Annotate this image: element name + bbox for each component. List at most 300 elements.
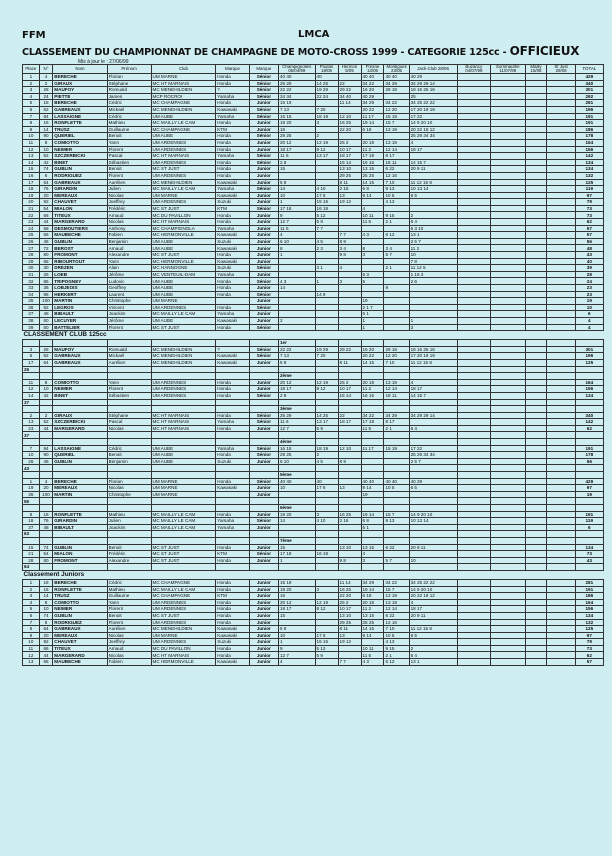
table-cell <box>491 186 525 193</box>
table-cell: Junior <box>249 298 278 305</box>
table-cell: GUBLIN <box>53 166 107 173</box>
table-row <box>23 311 604 318</box>
table-cell: 8 <box>39 379 53 386</box>
table-cell <box>53 366 107 373</box>
table-cell: 39 <box>23 324 40 331</box>
table-cell <box>315 498 338 505</box>
table-cell <box>338 258 361 265</box>
table-cell: 18 11 <box>384 392 409 399</box>
table-cell <box>151 406 216 413</box>
table-cell: 29 25 <box>338 619 361 626</box>
table-cell <box>384 271 409 278</box>
table-cell <box>525 392 547 399</box>
table-cell: 16 16 <box>361 392 384 399</box>
table-cell <box>409 619 457 626</box>
table-cell: 19 <box>361 298 384 305</box>
table-cell: LASSAIGNE <box>53 113 107 120</box>
table-cell: Honda <box>216 544 249 551</box>
table-cell: KTM <box>216 126 249 133</box>
table-row <box>23 139 604 146</box>
table-row <box>23 225 604 232</box>
table-row <box>23 612 604 619</box>
table-cell: 2 16 <box>338 186 361 193</box>
table-cell <box>338 478 361 485</box>
table-cell: Pascal <box>107 153 151 160</box>
table-cell <box>457 472 490 479</box>
table-cell: 76 <box>39 186 53 193</box>
table-cell: 16 20 <box>361 87 384 94</box>
table-cell <box>39 498 53 505</box>
table-row <box>23 80 604 87</box>
table-cell <box>53 564 107 571</box>
table-cell: 4 3 <box>361 232 384 239</box>
table-cell <box>575 537 603 544</box>
table-cell <box>457 93 490 100</box>
table-cell <box>457 225 490 232</box>
table-cell: 16 <box>39 586 53 593</box>
table-cell: 10 <box>409 557 457 564</box>
table-cell: NEIMER <box>53 146 107 153</box>
table-cell <box>491 265 525 272</box>
table-cell: 29 25 <box>278 133 315 140</box>
table-cell <box>361 199 384 206</box>
table-cell: Honda <box>216 579 249 586</box>
table-row <box>23 166 604 173</box>
table-cell <box>384 205 409 212</box>
federation-label: FFM <box>22 30 46 41</box>
table-cell: 8 <box>39 139 53 146</box>
table-cell: 54 <box>39 205 53 212</box>
table-cell <box>457 412 490 419</box>
table-cell: 6 18 <box>361 593 384 600</box>
table-cell: 35 <box>23 491 40 498</box>
table-cell <box>23 505 40 512</box>
table-cell <box>338 645 361 652</box>
table-cell <box>457 212 490 219</box>
table-cell <box>547 564 575 571</box>
table-cell: MAUBECHE <box>53 232 107 239</box>
table-cell <box>338 524 361 531</box>
table-cell: MC MAILLY LE CAM <box>151 186 216 193</box>
table-cell <box>547 172 575 179</box>
table-cell: UM ARDENNES <box>151 139 216 146</box>
table-cell: 17 22 <box>409 113 457 120</box>
table-cell <box>525 258 547 265</box>
table-row <box>23 271 604 278</box>
table-cell <box>107 537 151 544</box>
table-cell <box>457 564 490 571</box>
table-cell <box>216 491 249 498</box>
table-cell <box>547 265 575 272</box>
table-cell <box>525 172 547 179</box>
table-cell: 12 7 <box>278 219 315 226</box>
table-cell: MC HT MARNAIS <box>151 219 216 226</box>
table-cell: 9 15 <box>384 645 409 652</box>
table-cell: 301 <box>575 87 603 94</box>
table-cell: 3 <box>315 511 338 518</box>
table-cell <box>107 472 151 479</box>
table-cell <box>525 557 547 564</box>
table-cell: Junior <box>249 524 278 531</box>
table-cell: 1 <box>23 478 40 485</box>
table-cell <box>547 252 575 259</box>
table-cell <box>491 340 525 347</box>
table-cell <box>338 219 361 226</box>
table-cell: Sénior <box>249 324 278 331</box>
table-cell <box>107 399 151 406</box>
table-cell <box>278 564 315 571</box>
table-cell: 18 <box>23 186 40 193</box>
table-cell <box>107 498 151 505</box>
table-cell <box>491 271 525 278</box>
table-row <box>23 599 604 606</box>
table-cell <box>457 106 490 113</box>
table-cell: Nicolas <box>107 632 151 639</box>
table-cell: 40 <box>315 74 338 81</box>
table-cell: Junior <box>249 386 278 393</box>
table-cell: Junior <box>249 245 278 252</box>
table-cell: 3 <box>338 278 361 285</box>
club-rank-row <box>23 406 604 413</box>
table-cell: 3 <box>409 324 457 331</box>
table-cell: 3 4 <box>384 245 409 252</box>
table-cell: Mathieu <box>107 511 151 518</box>
table-cell: Julien <box>107 518 151 525</box>
table-cell <box>525 291 547 298</box>
table-cell <box>525 626 547 633</box>
table-cell <box>338 406 361 413</box>
table-cell: 12 <box>23 386 40 393</box>
table-cell <box>547 557 575 564</box>
table-cell <box>409 172 457 179</box>
table-row <box>23 205 604 212</box>
table-cell: 4 <box>361 205 384 212</box>
table-cell: Junior <box>249 166 278 173</box>
table-cell: 60 <box>39 317 53 324</box>
table-cell: Honda <box>216 133 249 140</box>
table-cell: 18 19 <box>315 445 338 452</box>
table-cell: 18 17 <box>409 146 457 153</box>
table-cell <box>575 366 603 373</box>
table-cell <box>39 531 53 538</box>
table-cell <box>547 439 575 446</box>
table-cell <box>525 537 547 544</box>
table-cell: Junior <box>249 379 278 386</box>
table-cell: 34 22 <box>361 80 384 87</box>
table-cell: 6 22 <box>384 612 409 619</box>
table-cell <box>525 652 547 659</box>
table-cell <box>315 579 338 586</box>
table-cell: 74 <box>39 612 53 619</box>
table-cell <box>338 652 361 659</box>
table-cell: 80 <box>39 252 53 259</box>
table-cell: 2 <box>23 586 40 593</box>
table-cell <box>409 285 457 292</box>
table-cell <box>39 340 53 347</box>
table-cell <box>525 419 547 426</box>
table-cell: 12 <box>23 652 40 659</box>
table-cell <box>457 531 490 538</box>
table-cell: 13 10 <box>338 612 361 619</box>
table-cell: 134 <box>575 612 603 619</box>
table-row <box>23 232 604 239</box>
table-cell <box>525 219 547 226</box>
table-cell <box>525 278 547 285</box>
table-cell <box>491 232 525 239</box>
column-header: N° <box>39 65 53 74</box>
table-cell: MC MENEHILDIEN <box>151 353 216 360</box>
table-cell: UM ARDENNES <box>151 639 216 646</box>
table-cell <box>107 340 151 347</box>
table-cell: 12 16 <box>384 619 409 626</box>
table-cell: MC MENEHILDIEN <box>151 87 216 94</box>
table-cell <box>525 373 547 380</box>
table-cell: Sénior <box>249 452 278 459</box>
table-cell: Joackim <box>107 524 151 531</box>
table-cell <box>338 465 361 472</box>
table-cell: 156 <box>575 386 603 393</box>
table-row <box>23 252 604 259</box>
table-row <box>23 87 604 94</box>
table-cell <box>338 551 361 558</box>
table-cell <box>338 452 361 459</box>
table-cell <box>547 258 575 265</box>
table-cell <box>249 472 278 479</box>
table-cell: 35 <box>23 298 40 305</box>
table-cell: 7 8 <box>409 258 457 265</box>
table-cell: 10 <box>39 146 53 153</box>
table-cell: Honda <box>216 412 249 419</box>
table-cell <box>315 619 338 626</box>
table-cell <box>338 285 361 292</box>
table-cell <box>525 106 547 113</box>
table-cell <box>151 340 216 347</box>
table-cell: 16 15 <box>278 113 315 120</box>
table-cell: 13 17 <box>315 419 338 426</box>
table-cell: Honda <box>216 166 249 173</box>
table-cell <box>457 626 490 633</box>
table-cell: 22 20 <box>338 593 361 600</box>
table-cell <box>384 399 409 406</box>
table-row <box>23 639 604 646</box>
table-cell: 97 <box>575 192 603 199</box>
table-cell <box>409 406 457 413</box>
table-cell <box>457 298 490 305</box>
table-cell <box>525 498 547 505</box>
table-cell: Fabien <box>107 232 151 239</box>
table-row <box>23 159 604 166</box>
table-cell: 13 15 <box>361 544 384 551</box>
table-cell: Romuald <box>107 87 151 94</box>
table-cell <box>525 386 547 393</box>
table-cell: 4 <box>409 139 457 146</box>
table-cell: Honda <box>216 379 249 386</box>
table-cell: Benoit <box>107 544 151 551</box>
table-cell: 48 <box>39 524 53 531</box>
table-cell <box>23 472 40 479</box>
table-cell: 191 <box>575 120 603 127</box>
table-cell: 22 20 <box>338 126 361 133</box>
table-cell: 24 <box>575 278 603 285</box>
table-row <box>23 317 604 324</box>
table-cell: 11 5 <box>361 425 384 432</box>
table-cell <box>384 432 409 439</box>
table-cell <box>547 531 575 538</box>
table-cell <box>457 271 490 278</box>
table-cell <box>457 133 490 140</box>
table-cell <box>491 93 525 100</box>
table-cell: 21 <box>23 205 40 212</box>
table-cell <box>338 324 361 331</box>
table-cell <box>39 439 53 446</box>
table-cell: 11 2 <box>361 386 384 393</box>
table-cell: 6 4 <box>409 219 457 226</box>
table-cell: 12 16 <box>384 172 409 179</box>
table-row <box>23 359 604 366</box>
table-cell <box>315 373 338 380</box>
table-cell <box>575 373 603 380</box>
table-cell: MC MENEHILDIEN <box>151 179 216 186</box>
table-cell <box>547 366 575 373</box>
table-cell: Julien <box>107 186 151 193</box>
table-cell: Junior <box>249 139 278 146</box>
table-cell: Mickaël <box>107 353 151 360</box>
table-cell: TITEUX <box>53 645 107 652</box>
table-cell <box>409 472 457 479</box>
table-cell <box>457 278 490 285</box>
table-cell: 28 <box>23 252 40 259</box>
table-cell: CHAUVET <box>53 199 107 206</box>
table-cell: Junior <box>249 285 278 292</box>
table-cell <box>409 340 457 347</box>
table-cell: Fabien <box>107 659 151 666</box>
table-cell: MC CHAMPAGNE <box>151 126 216 133</box>
table-cell <box>547 432 575 439</box>
table-cell: 34 29 <box>361 100 384 107</box>
table-cell: MARTIN <box>53 491 107 498</box>
table-cell: 17 6 <box>315 632 338 639</box>
table-cell <box>278 265 315 272</box>
table-cell: 18 17 <box>409 386 457 393</box>
table-cell <box>491 252 525 259</box>
table-cell: 10 17 <box>338 386 361 393</box>
table-cell <box>525 379 547 386</box>
table-cell: Benjamin <box>107 238 151 245</box>
club-total-row <box>23 432 604 439</box>
table-cell: 14 <box>39 593 53 600</box>
table-cell: 6 <box>23 106 40 113</box>
table-cell: Jérôme <box>107 271 151 278</box>
table-cell <box>491 74 525 81</box>
table-cell: 6 22 <box>384 544 409 551</box>
table-cell: 5 9 <box>315 219 338 226</box>
table-cell: UM MARNE <box>151 485 216 492</box>
table-cell: 2 1 <box>384 265 409 272</box>
table-cell <box>547 659 575 666</box>
table-cell: MAUBECHE <box>53 659 107 666</box>
table-cell: 18 19 <box>315 113 338 120</box>
table-cell: 9 8 <box>338 252 361 259</box>
table-cell: 7 <box>23 113 40 120</box>
table-cell: Alexandre <box>107 252 151 259</box>
table-cell <box>409 205 457 212</box>
table-row <box>23 179 604 186</box>
table-cell: Yann <box>107 258 151 265</box>
table-cell <box>547 186 575 193</box>
table-cell: 132 <box>575 619 603 626</box>
table-cell <box>547 80 575 87</box>
table-row <box>23 659 604 666</box>
table-cell: 19 29 <box>315 87 338 94</box>
table-cell: MARGERARD <box>53 652 107 659</box>
table-cell <box>525 399 547 406</box>
table-cell: Yann <box>107 599 151 606</box>
table-cell <box>249 373 278 380</box>
table-cell: 9 <box>384 285 409 292</box>
table-cell: 2 <box>409 645 457 652</box>
table-cell <box>384 291 409 298</box>
table-cell: 72 <box>39 245 53 252</box>
table-cell <box>547 419 575 426</box>
table-cell <box>361 399 384 406</box>
table-cell <box>457 498 490 505</box>
table-row <box>23 551 604 558</box>
table-row <box>23 93 604 100</box>
table-cell <box>278 366 315 373</box>
table-cell: 2 5 7 <box>409 458 457 465</box>
table-cell: Sénior <box>249 304 278 311</box>
table-cell: 11 17 <box>361 445 384 452</box>
table-cell: 34 29 <box>384 80 409 87</box>
table-cell: LOBJEOIS <box>53 285 107 292</box>
table-cell <box>547 120 575 127</box>
table-cell: Laurent <box>107 291 151 298</box>
table-cell <box>315 612 338 619</box>
table-cell <box>457 304 490 311</box>
table-cell: 2 16 <box>338 518 361 525</box>
table-cell <box>525 544 547 551</box>
table-cell <box>457 386 490 393</box>
table-cell: 10 17 <box>338 606 361 613</box>
table-cell <box>39 399 53 406</box>
table-cell <box>361 340 384 347</box>
table-cell: Junior <box>249 311 278 318</box>
table-cell <box>457 518 490 525</box>
table-cell: Sénior <box>249 346 278 353</box>
table-cell: 1 <box>23 579 40 586</box>
table-cell: SZCZERBICKI <box>53 153 107 160</box>
table-row <box>23 153 604 160</box>
table-cell <box>216 373 249 380</box>
table-cell <box>457 465 490 472</box>
table-cell <box>216 399 249 406</box>
table-cell <box>547 285 575 292</box>
table-cell <box>39 537 53 544</box>
table-cell <box>384 551 409 558</box>
table-cell: 6 10 <box>278 458 315 465</box>
table-cell <box>457 632 490 639</box>
table-cell: 10 <box>278 632 315 639</box>
table-cell: Honda <box>216 172 249 179</box>
table-cell <box>409 432 457 439</box>
club-rank-label: 3ème <box>278 406 315 413</box>
table-cell: 25 2 <box>338 379 361 386</box>
table-cell <box>457 153 490 160</box>
table-cell: UM MARNE <box>151 478 216 485</box>
table-cell <box>39 373 53 380</box>
table-cell: 15 7 <box>384 511 409 518</box>
table-cell <box>491 353 525 360</box>
